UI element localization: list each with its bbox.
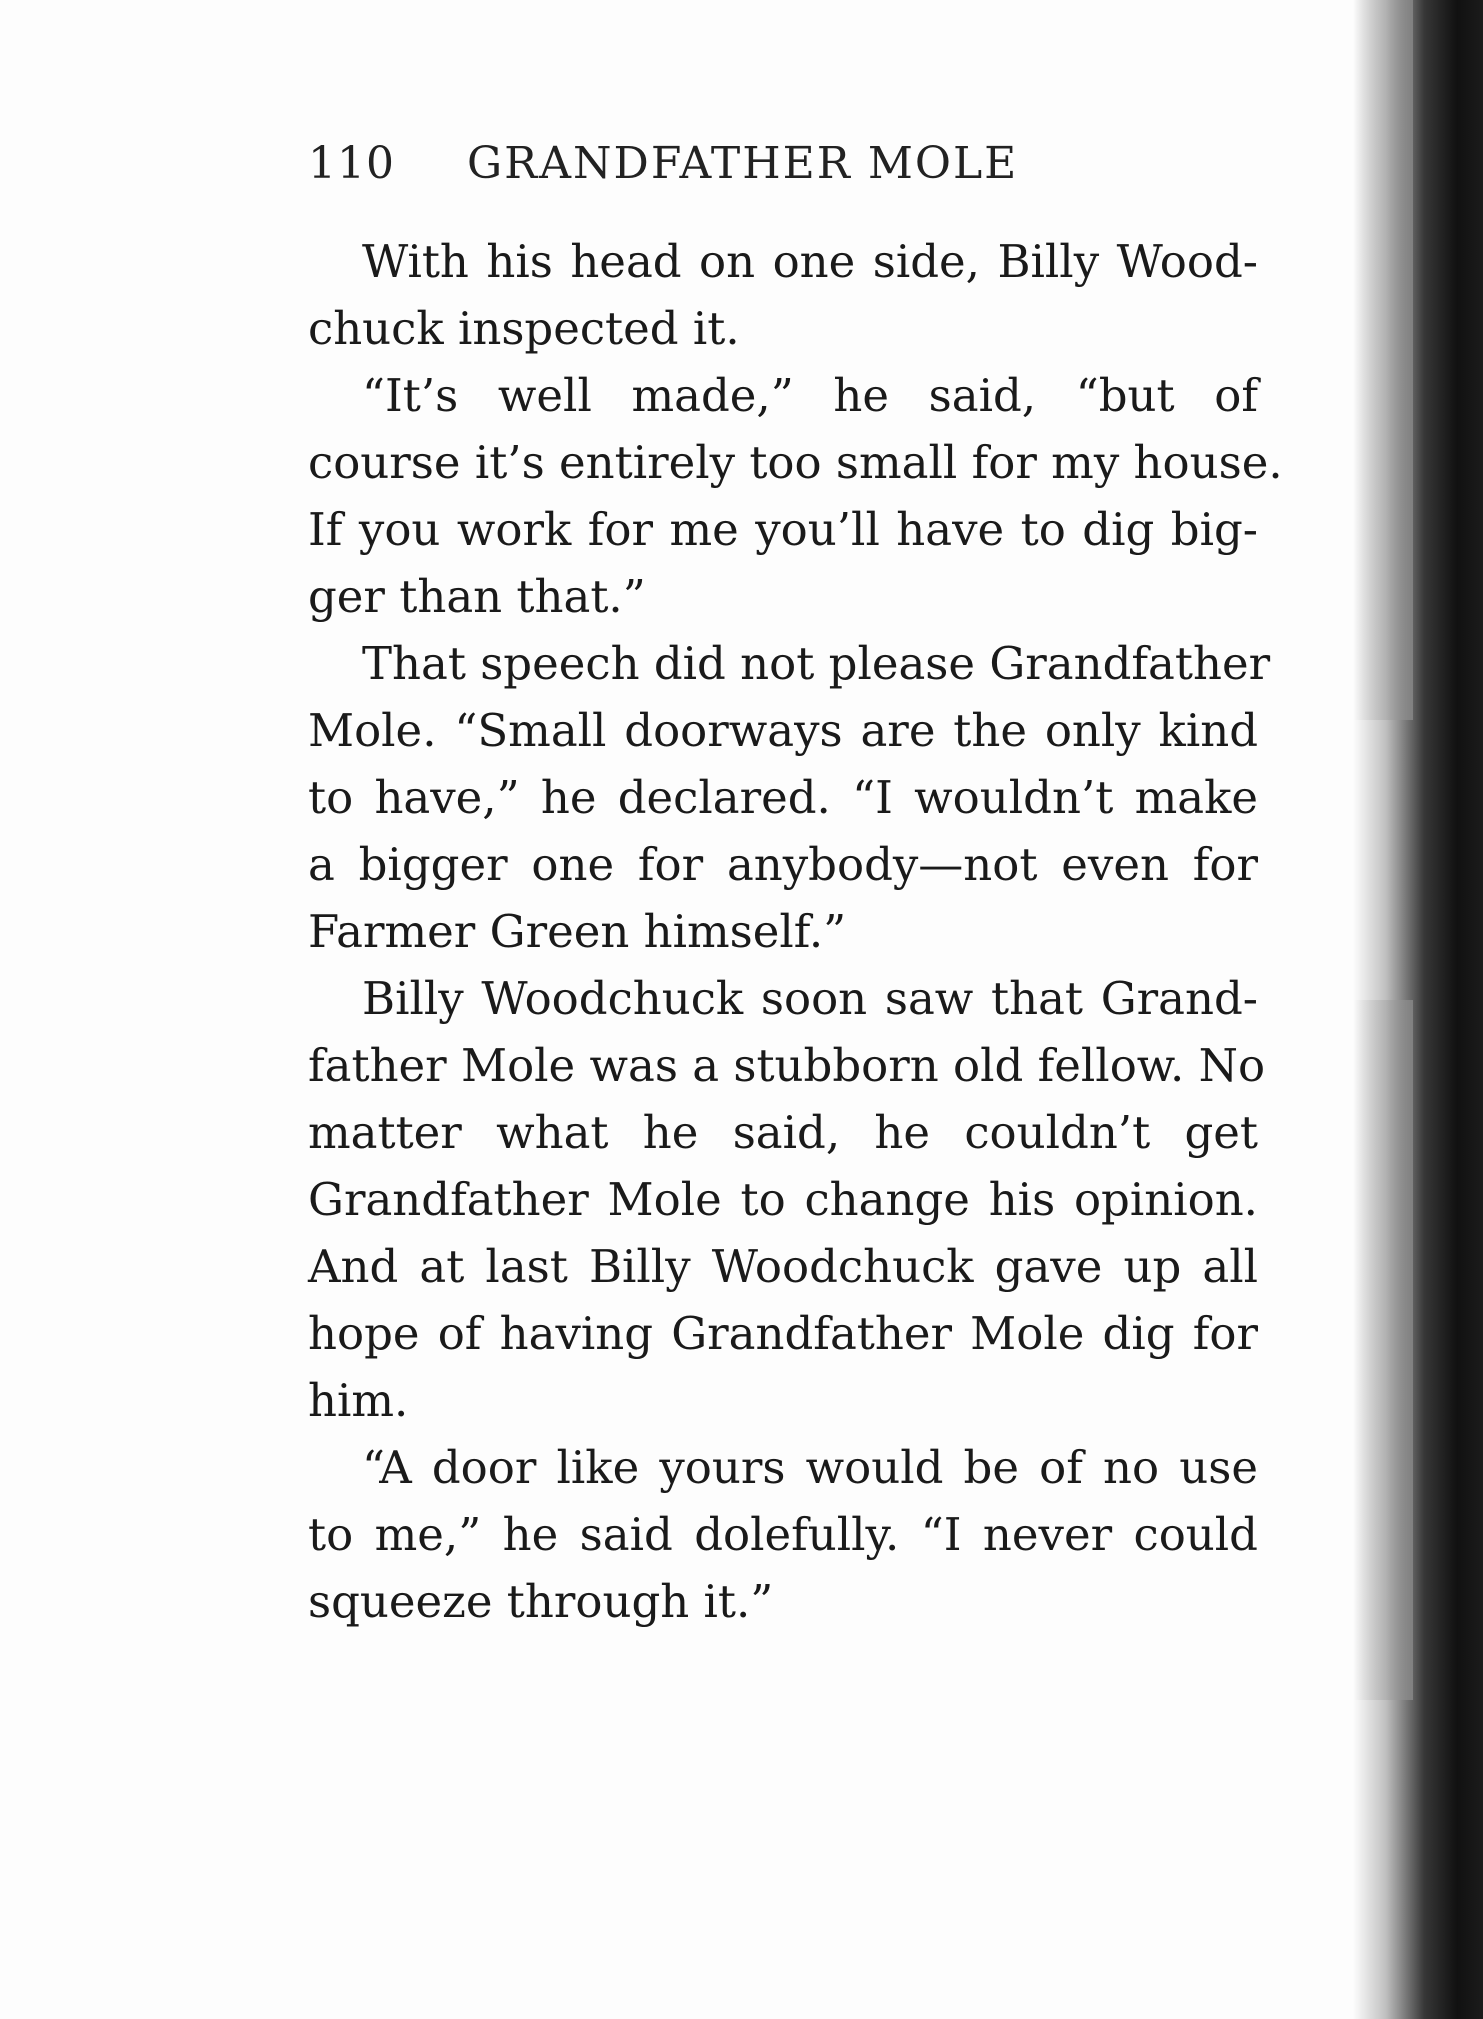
text-line: “It’s well made,” he said, “but of <box>362 369 1258 422</box>
text-line: course it’s entirely too small for my house. <box>308 436 1283 489</box>
text-line: to have,” he declared. “I wouldn’t make <box>308 771 1258 824</box>
text-line: him. <box>308 1374 409 1427</box>
text-line: to me,” he said dolefully. “I never could <box>308 1508 1258 1561</box>
text-line: If you work for me you’ll have to dig big- <box>308 503 1258 556</box>
binding-edge-shadow <box>1353 0 1483 2019</box>
binding-edge-highlight <box>1353 1000 1413 1700</box>
text-line: Mole. “Small doorways are the only kind <box>308 704 1258 757</box>
text-line: With his head on one side, Billy Wood- <box>362 235 1258 288</box>
text-line: a bigger one for anybody—not even for <box>308 838 1258 891</box>
page-number: 110 <box>308 138 395 189</box>
text-line: chuck inspected it. <box>308 302 740 355</box>
text-line: That speech did not please Grandfather <box>362 637 1271 690</box>
text-line: father Mole was a stubborn old fellow. No <box>308 1039 1266 1092</box>
text-line: And at last Billy Woodchuck gave up all <box>308 1240 1258 1293</box>
text-line: Billy Woodchuck soon saw that Grand- <box>362 972 1258 1025</box>
body-text <box>308 228 1283 1635</box>
page-header <box>308 138 1018 189</box>
running-title: GRANDFATHER MOLE <box>466 138 1019 189</box>
text-line: squeeze through it.” <box>308 1575 774 1628</box>
text-line: “A door like yours would be of no use <box>362 1441 1258 1494</box>
text-line: ger than that.” <box>308 570 646 623</box>
text-line: hope of having Grandfather Mole dig for <box>308 1307 1258 1360</box>
text-line: Farmer Green himself.” <box>308 905 847 958</box>
text-line: Grandfather Mole to change his opinion. <box>308 1173 1258 1226</box>
binding-edge-highlight <box>1353 0 1413 720</box>
text-line: matter what he said, he couldn’t get <box>308 1106 1258 1159</box>
